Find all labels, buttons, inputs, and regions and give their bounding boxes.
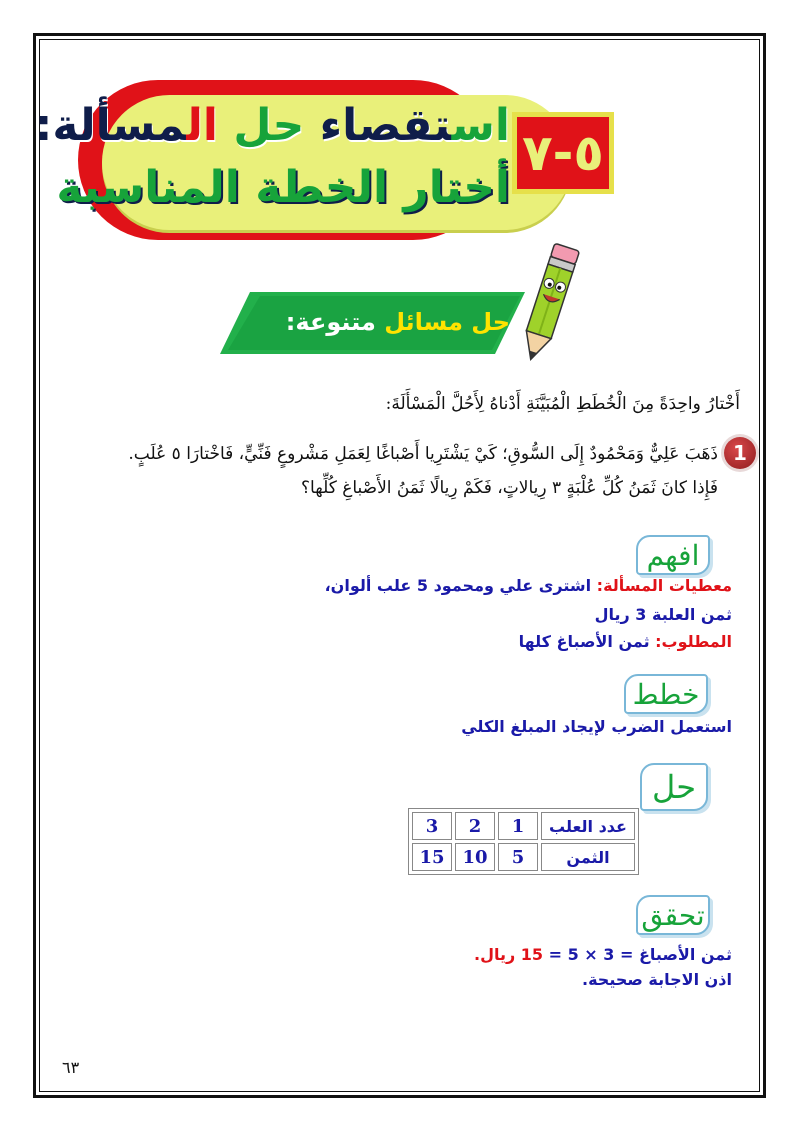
table-cell: 10 — [455, 843, 495, 871]
lesson-subtitle: أختار الخطة المناسبة — [56, 162, 510, 213]
table-cell: 2 — [455, 812, 495, 840]
table-cell: 15 — [412, 843, 452, 871]
plan-label: خطط — [624, 674, 708, 714]
required-line: المطلوب: ثمن الأصباغ كلها — [518, 632, 732, 651]
solution-table — [408, 808, 639, 875]
solve-label: حل — [640, 763, 708, 811]
table-header-cell: الثمن — [541, 843, 635, 871]
instructions-text: أَخْتارُ واحِدَةً مِنَ الْخُطَطِ الْمُبَيَّنَةِ أَدْناهُ لِأَحُلَّ الْمَسْأَلَةَ: — [385, 394, 740, 414]
problem-number-badge: 1 — [724, 437, 756, 469]
plan-text: استعمل الضرب لإيجاد المبلغ الكلي — [461, 717, 732, 736]
table-cell: 1 — [498, 812, 538, 840]
pencil-mascot-icon — [508, 238, 588, 368]
problem-line-2: فَإِذا كانَ ثَمَنُ كُلِّ عُلْبَةٍ ٣ رِيالاتٍ، فَكَمْ رِيالًا ثَمَنُ الأَصْباغِ كُلِّها؟ — [301, 478, 718, 498]
check-label: تحقق — [636, 895, 710, 935]
check-line-1: ثمن الأصباغ = 3 × 5 = 15 ريال. — [474, 945, 732, 964]
table-header-cell: عدد العلب — [541, 812, 635, 840]
price-line: ثمن العلبة 3 ريال — [594, 605, 732, 624]
given-line: معطيات المسألة: اشترى علي ومحمود 5 علب ألوان، — [324, 576, 732, 595]
lesson-number: ٥-٧ — [522, 124, 604, 182]
problem-line-1: ذَهَبَ عَلِيٌّ وَمَحْمُودٌ إِلَى السُّوقِ؛ كَيْ يَشْتَرِيا أَصْباغًا لِعَمَلِ مَشْروعٍ فَنِّيٍّ، فَاخْتارَا ٥ عُلَبٍ. — [128, 444, 718, 464]
table-cell: 3 — [412, 812, 452, 840]
check-line-2: اذن الاجابة صحيحة. — [582, 970, 732, 989]
lesson-number-badge — [512, 112, 614, 194]
table-cell: 5 — [498, 843, 538, 871]
page-number: ٦٣ — [62, 1058, 80, 1077]
lesson-title: استقصاء حل المسألة: — [34, 100, 510, 151]
table-row — [412, 843, 635, 871]
understand-label: افهم — [636, 535, 710, 575]
section-title: حل مسائل متنوعة: — [285, 308, 510, 336]
table-row — [412, 812, 635, 840]
